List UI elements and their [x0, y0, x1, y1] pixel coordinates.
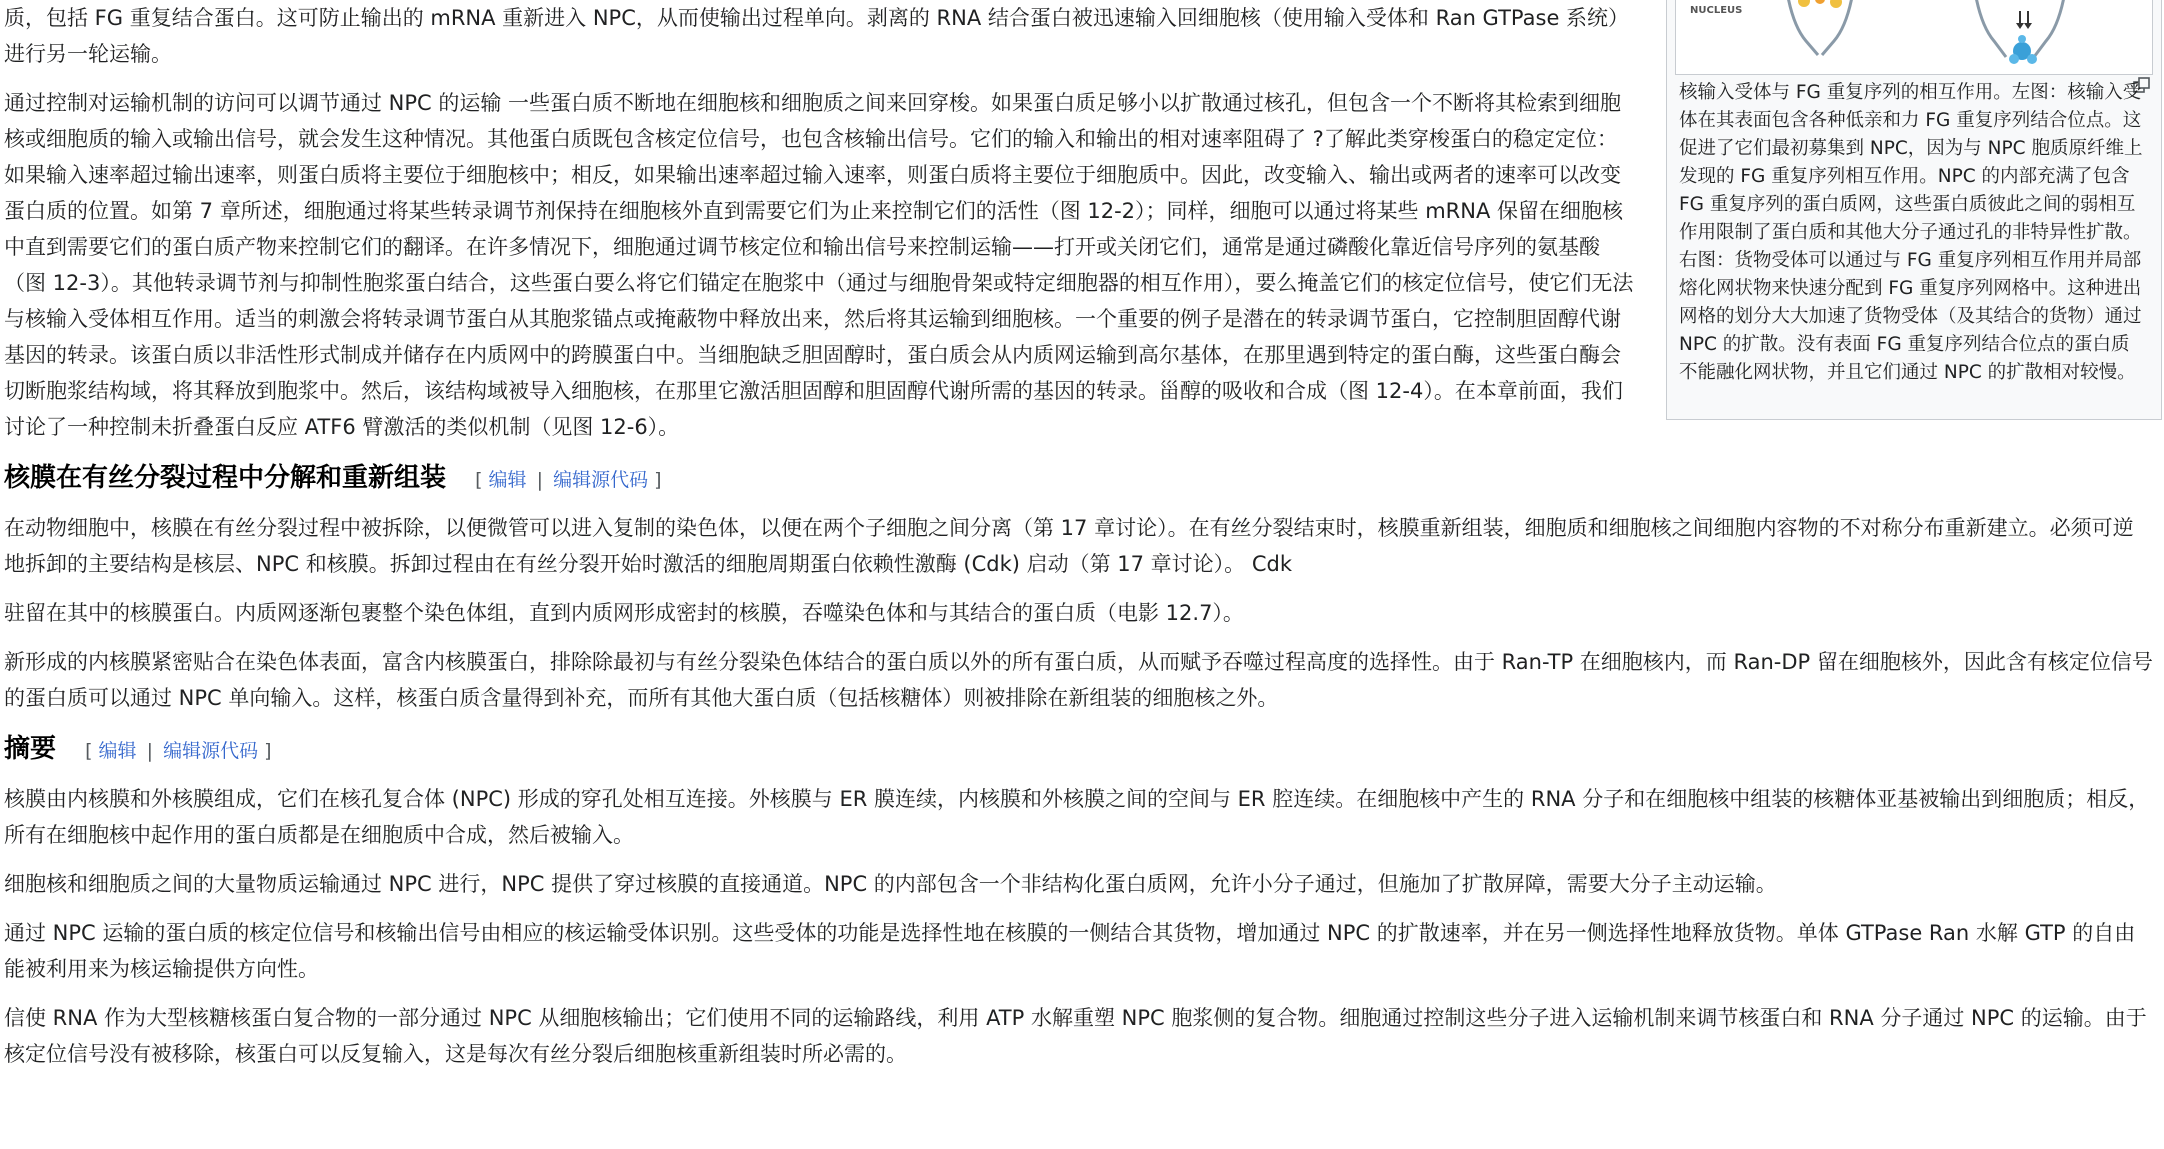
figure-caption: 核输入受体与 FG 重复序列的相互作用。左图：核输入受体在其表面包含各种低亲和力 FG 重复序列结合位点。这促进了它们最初募集到 NPC，因为与 NPC 胞质原纤维上发现的 FG 重复序列相互作用。NPC 的内部充满了包含 FG 重复序列的蛋白质网，这些蛋白质彼此之间的弱相互作用限制了蛋白质和其他大分子通过孔的非特异性扩散。右图：货物受体可以通过与 FG 重复序列相互作用并局部熔化网状物来快速分配到 FG 重复序列网格中。这种进出网格的划分大大加速了货物受体（及其结合的货物）通过 NPC 的扩散。没有表面 FG 重复序列结合位点的蛋白质不能融化网状物，并且它们通过 NPC 的扩散相对较慢。 [1679, 82, 2143, 383]
edit-link[interactable]: 编辑 [488, 469, 527, 491]
nucleus-label: NUCLEUS [1690, 5, 1743, 16]
paragraph: 细胞核和细胞质之间的大量物质运输通过 NPC 进行，NPC 提供了穿过核膜的直接通道。NPC 的内部包含一个非结构化蛋白质网，允许小分子通过，但施加了扩散屏障，需要大分子主动运输。 [4, 872, 1777, 896]
edit-section-links [85, 740, 271, 762]
edit-section-links [475, 469, 661, 491]
edit-separator: | [536, 469, 544, 491]
section-heading-text: 核膜在有丝分裂过程中分解和重新组装 [4, 463, 447, 493]
edit-link[interactable]: 编辑 [98, 740, 137, 762]
edit-source-link[interactable]: 编辑源代码 [553, 469, 649, 491]
paragraph: 信使 RNA 作为大型核糖核蛋白复合物的一部分通过 NPC 从细胞核输出；它们使用不同的运输路线，利用 ATP 水解重塑 NPC 胞浆侧的复合物。细胞通过控制这些分子进入运输机制来调节核蛋白和 RNA 分子通过 NPC 的运输。由于核定位信号没有被移除，核蛋白可以反复输入，这是每次有丝分裂后细胞核重新组装时所必需的。 [4, 1006, 2147, 1066]
edit-bracket-close: ] [264, 740, 272, 762]
edit-source-link[interactable]: 编辑源代码 [163, 740, 259, 762]
section-heading-summary [4, 729, 2154, 771]
section-heading-mitosis [4, 458, 2154, 500]
paragraph: 核膜由内核膜和外核膜组成，它们在核孔复合体 (NPC) 形成的穿孔处相互连接。外核膜与 ER 膜连续，内核膜和外核膜之间的空间与 ER 腔连续。在细胞核中产生的 RNA 分子和在细胞核中组装的核糖体亚基被输出到细胞质；相反，所有在细胞核中起作用的蛋白质都是在细胞质中合成，然后被输入。 [4, 787, 2150, 847]
paragraph: 通过控制对运输机制的访问可以调节通过 NPC 的运输 一些蛋白质不断地在细胞核和细胞质之间来回穿梭。如果蛋白质足够小以扩散通过核孔，但包含一个不断将其检索到细胞核或细胞质的输入或输出信号，就会发生这种情况。其他蛋白质既包含核定位信号，也包含核输出信号。它们的输入和输出的相对速率阻碍了 ?了解此类穿梭蛋白的稳定定位：如果输入速率超过输出速率，则蛋白质将主要位于细胞核中；相反，如果输出速率超过输入速率，则蛋白质将主要位于细胞质中。因此，改变输入、输出或两者的速率可以改变蛋白质的位置。如第 7 章所述，细胞通过将某些转录调节剂保持在细胞核外直到需要它们为止来控制它们的活性（图 12-2）；同样，细胞可以通过将某些 mRNA 保留在细胞核中直到需要它们的蛋白质产物来控制它们的翻译。在许多情况下，细胞通过调节核定位和输出信号来控制运输——打开或关闭它们，通常是通过磷酸化靠近信号序列的氨基酸（图 12-3）。其他转录调节剂与抑制性胞浆蛋白结合，这些蛋白要么将它们锚定在胞浆中（通过与细胞骨架或特定细胞器的相互作用），要么掩盖它们的核定位信号，使它们无法与核输入受体相互作用。适当的刺激会将转录调节蛋白从其胞浆锚点或掩蔽物中释放出来，然后将其运输到细胞核。一个重要的例子是潜在的转录调节蛋白，它控制胆固醇代谢基因的转录。该蛋白质以非活性形式制成并储存在内质网中的跨膜蛋白中。当细胞缺乏胆固醇时，蛋白质会从内质网运输到高尔基体，在那里遇到特定的蛋白酶，这些蛋白酶会切断胞浆结构域，将其释放到胞浆中。然后，该结构域被导入细胞核，在那里它激活胆固醇和胆固醇代谢所需的基因的转录。甾醇的吸收和合成（图 12-4）。在本章前面，我们讨论了一种控制未折叠蛋白反应 ATF6 臂激活的类似机制（见图 12-6）。 [4, 91, 1634, 439]
paragraph: 新形成的内核膜紧密贴合在染色体表面，富含内核膜蛋白，排除除最初与有丝分裂染色体结合的蛋白质以外的所有蛋白质，从而赋予吞噬过程高度的选择性。由于 Ran-TP 在细胞核内，而 Ran-DP 留在细胞核外，因此含有核定位信号的蛋白质可以通过 NPC 单向输入。这样，核蛋白质含量得到补充，而所有其他大蛋白质（包括核糖体）则被排除在新组装的细胞核之外。 [4, 650, 2153, 710]
edit-bracket-open: [ [475, 469, 483, 491]
edit-bracket-close: ] [654, 469, 662, 491]
edit-separator: | [146, 740, 154, 762]
article-content [4, 0, 2154, 1085]
section-heading-text: 摘要 [4, 734, 57, 764]
paragraph: 质，包括 FG 重复结合蛋白。这可防止输出的 mRNA 重新进入 NPC，从而使输出过程单向。剥离的 RNA 结合蛋白被迅速输入回细胞核（使用输入受体和 Ran GTPase 系统）进行另一轮运输。 [4, 6, 1630, 66]
edit-bracket-open: [ [85, 740, 93, 762]
paragraph: 驻留在其中的核膜蛋白。内质网逐渐包裹整个染色体组，直到内质网形成密封的核膜，吞噬染色体和与其结合的蛋白质（电影 12.7）。 [4, 601, 1244, 625]
paragraph: 通过 NPC 运输的蛋白质的核定位信号和核输出信号由相应的核运输受体识别。这些受体的功能是选择性地在核膜的一侧结合其货物，增加通过 NPC 的扩散速率，并在另一侧选择性地释放货物。单体 GTPase Ran 水解 GTP 的自由能被利用来为核运输提供方向性。 [4, 921, 2136, 981]
paragraph: 在动物细胞中，核膜在有丝分裂过程中被拆除，以便微管可以进入复制的染色体，以便在两个子细胞之间分离（第 17 章讨论）。在有丝分裂结束时，核膜重新组装，细胞质和细胞核之间细胞内容物的不对称分布重新建立。必须可逆地拆卸的主要结构是核层、NPC 和核膜。拆卸过程由在有丝分裂开始时激活的细胞周期蛋白依赖性激酶 (Cdk) 启动（第 17 章讨论）。 Cdk [4, 516, 2134, 576]
